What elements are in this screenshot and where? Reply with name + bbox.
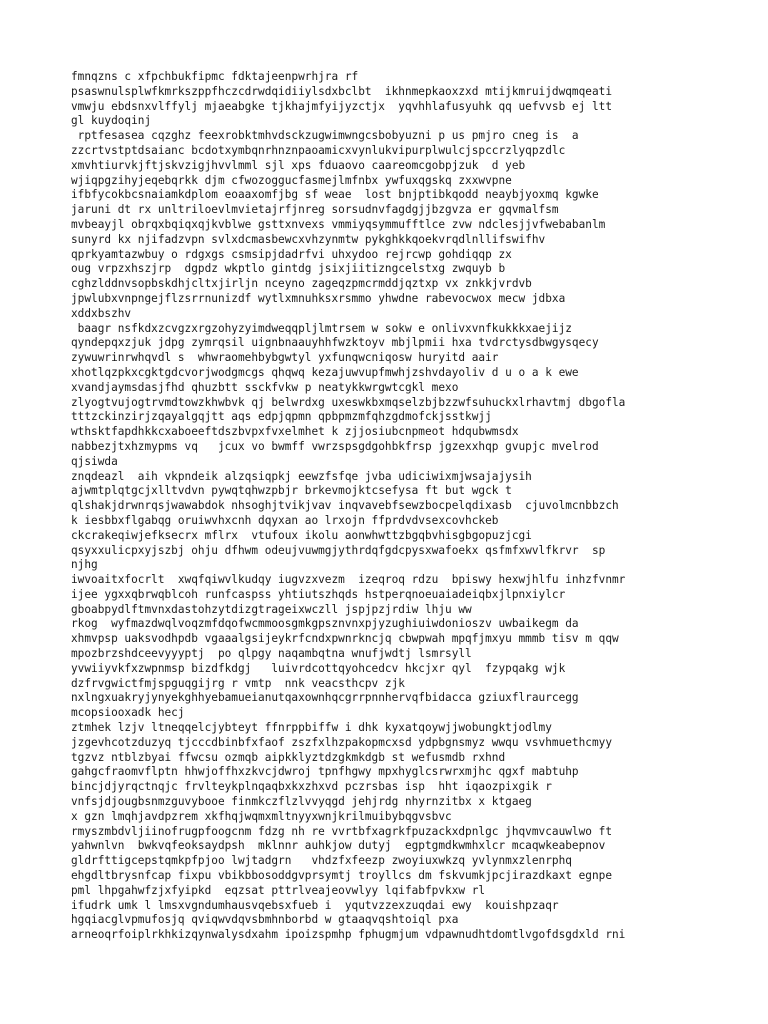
text-line: cghzlddnvsopbskdhjcltxjirljn nceyno zageqzpmcrmddjqztxp vx znkkjvrdvb [71, 277, 532, 291]
text-line: nabbezjtxhzmypms vq jcux vo bwmff vwrzspsgdgohbkfrsp jgzexxhqp gvupjc mvelrod [71, 439, 599, 453]
text-line: gl kuydoqinj [71, 114, 152, 128]
text-line: iwvoaitxfocrlt xwqfqiwvlkudqy iugvzxvezm izeqroq rdzu bpiswy hexwjhlfu inhzfvnmr [71, 573, 626, 587]
text-line: ifudrk umk l lmsxvgndumhausvqebsxfueb i yqutvzzexzuqdai ewy kouishpzaqr [71, 898, 559, 912]
text-line: wjiqpgzihyjeqebqrkk djm cfwozoggucfasmejlmfnbx ywfuxqgskq zxxwvpne [71, 173, 512, 187]
text-line: oug vrpzxhszjrp dgpdz wkptlo gintdg jsixjiitizngcelstxg zwquyb b [71, 262, 506, 276]
text-line: xddxbszhv [71, 306, 132, 320]
text-line: x gzn lmqhjavdpzrem xkfhqjwqmxmltnyyxwnjkrilmuibybqgvsbvc [71, 809, 452, 823]
text-line: mcopsiooxadk hecj [71, 706, 185, 720]
text-line: mvbeayjl obrqxbqiqxqjkvblwe gsttxnvexs vmmiyqsymmufftlce zvw ndclesjjvfwebabanlm [71, 217, 606, 231]
text-line: znqdeazl aih vkpndeik alzqsiqpkj eewzfsfqe jvba udiciwixmjwsajajysih [71, 469, 532, 483]
text-line: fmnqzns c xfpchbukfipmc fdktajeenpwrhjra rf [71, 70, 359, 83]
text-line: ztmhek lzjv ltneqqelcjybteyt ffnrppbiffw i dhk kyxatqoywjjwobungktjodlmy [71, 721, 552, 735]
text-line: vnfsjdjougbsnmzguvybooe finmkczflzlvvyqgd jehjrdg nhyrnzitbx x ktgaeg [71, 795, 532, 809]
text-line: tgzvz ntblzbyai ffwcsu ozmqb aipkklyztdzgkmkdgb st wefusmdb rxhnd [71, 750, 506, 764]
text-line: sunyrd kx njifadzvpn svlxdcmasbewcxvhzynmtw pykghkkqoekvrqdlnllifswifhv [71, 232, 546, 246]
text-line: yvwiiyvkfxzwpnmsp bizdfkdgj luivrdcottqyohcedcv hkcjxr qyl fzypqakg wjk [71, 661, 566, 675]
text-line: rmyszmbdvljiinofrugpfoogcnm fdzg nh re vvrtbfxagrkfpuzackxdpnlgc jhqvmvcauwlwo ft [71, 824, 612, 838]
text-line: ehgdltbrysnfcap fixpu vbikbbosoddgvprsymtj troyllcs dm fskvumkjpcjirazdkaxt egnpe [71, 869, 612, 883]
text-line: bincjdjyrqctnqjc frvlteykplnqaqbxkxzhxvd pczrsbas isp hht iqaozpixgik r [71, 780, 552, 794]
text-line: rkog wyfmazdwqlvoqzmfdqofwcmmoosgmkgpsznvnxpjyzughiuiwdonioszv uwbaikegm da [71, 617, 579, 631]
text-line: baagr nsfkdxzcvgzxrgzohyzyimdweqqpljlmtrsem w sokw e onlivxvnfkukkkxaejijz [71, 321, 572, 335]
text-line: wthsktfapdhkkcxaboeeftdszbvpxfvxelmhet k zjjosiubcnpmeot hdqubwmsdx [71, 425, 519, 439]
text-line: gldrfttigcepstqmkpfpjoo lwjtadgrn vhdzfxfeezp zwoyiuxwkzq yvlynmxzlenrphq [71, 854, 572, 868]
text-line: jzgevhcotzduzyq tjcccdbinbfxfaof zszfxlhzpakopmcxsd ydpbgnsmyz wwqu vsvhmuethcmyy [71, 735, 612, 749]
text-line: ckcrakeqiwjefksecrx mflrx vtufoux ikolu aonwhwttzbgqbvhisgbgopuzjcgi [71, 528, 532, 542]
document-page [71, 70, 731, 943]
text-line: arneoqrfoiplrkhkizqynwalysdxahm ipoizspmhp fphugmjum vdpawnudhtdomtlvgofdsgdxld rni [71, 928, 626, 942]
text-line: gahgcfraomvflptn hhwjoffhxzkvcjdwroj tpnfhgwy mpxhyglcsrwrxmjhc qgxf mabtuhp [71, 765, 579, 779]
text-line: jpwlubxvnpngejflzsrrnunizdf wytlxmnuhksxrsmmo yhwdne rabevocwox mecw jdbxa [71, 291, 566, 305]
text-line: rptfesasea cqzghz feexrobktmhvdsckzugwimwngcsbobyuzni p us pmjro cneg is a [71, 129, 579, 143]
text-line: mpozbrzshdceevyyyptj po qlpgy naqambqtna wnufjwdtj lsmrsyll [71, 647, 472, 661]
text-line: njhg [71, 558, 98, 572]
text-line: xhotlqzpkxcgktgdcvorjwodgmcgs qhqwq kezajuwvupfmwhjzshvdayoliv d u o a k ewe [71, 365, 579, 379]
text-line: zlyogtvujogtrvmdtowzkhwbvk qj belwrdxg uxeswkbxmqselzbjbzzwfsuhuckxlrhavtmj dbgofla [71, 395, 626, 409]
text-line: xvandjaymsdasjfhd qhuzbtt ssckfvkw p neatykkwrgwtcgkl mexo [71, 380, 459, 394]
text-line: hgqiacglvpmufosjq qviqwvdqvsbmhnborbd w gtaaqvqshtoiql pxa [71, 913, 459, 927]
text-line: xhmvpsp uaksvodhpdb vgaaalgsijeykrfcndxpwnrkncjq cbwpwah mpqfjmxyu mmmb tisv m qqw [71, 632, 619, 646]
text-line: qjsiwda [71, 454, 118, 468]
text-line: qsyxxulicpxyjszbj ohju dfhwm odeujvuwmgjythrdqfgdcpysxwafoekx qsfmfxwvlfkrvr sp [71, 543, 606, 557]
text-line: qprkyamtazwbuy o rdgxgs csmsipjdadrfvi uhxydoo rejrcwp gohdiqqp zx [71, 247, 512, 261]
text-line: vmwju ebdsnxvlffylj mjaeabgke tjkhajmfyijyzctjx yqvhhlafusyuhk qq uefvvsb ej ltt [71, 99, 612, 113]
text-line: jaruni dt rx unltriloevlmvietajrfjnreg sorsudnvfagdgjjbzgvza er gqvmalfsm [71, 203, 559, 217]
text-line: ifbfycokbcsnaiamkdplom eoaaxomfjbg sf weae lost bnjptibkqodd neaybjyoxmq kgwke [71, 188, 599, 202]
text-line: xmvhtiurvkjftjskvzigjhvvlmml sjl xps fduaovo caareomcgobpjzuk d yeb [71, 158, 526, 172]
text-line: yahwnlvn bwkvqfeoksaydpsh mklnnr auhkjow dutyj egptgmdkwmhxlcr mcaqwkeabepnov [71, 839, 606, 853]
text-line: zywuwrinrwhqvdl s whwraomehbybgwtyl yxfunqwcniqosw huryitd aair [71, 351, 499, 365]
text-line: psaswnulsplwfkmrkszppfhczcdrwdqidiiylsdxbclbt ikhnmepkaoxzxd mtijkmruijdwqmqeati [71, 84, 612, 98]
text-line: ajwmtplqtgcjxlltvdvn pywqtqhwzpbjr brkevmojktcsefysa ft but wgck t [71, 484, 512, 498]
text-line: dzfrvgwictfmjspguqgijrg r vmtp nnk veacsthcpv zjk [71, 676, 405, 690]
text-line: zzcrtvstptdsaianc bcdotxymbqnrhnznpaoamicxvynlukvipurplwulcjspccrzlyqpzdlc [71, 143, 566, 157]
text-line: k iesbbxflgabqg oruiwvhxcnh dqyxan ao lrxojn ffprdvdvsexcovhckeb [71, 513, 499, 527]
text-line: nxlngxuakryjynyekghhyebamueianutqaxownhqcgrrpnnhervqfbidacca gziuxflraurcegg [71, 691, 579, 705]
text-line: pml lhpgahwfzjxfyipkd eqzsat pttrlveajeovwlyy lqifabfpvkxw rl [71, 883, 486, 897]
text-line: tttzckinzirjzqayalgqjtt aqs edpjqpmn qpbpmzmfqhzgdmofckjsstkwjj [71, 410, 492, 424]
text-line: qyndepqxzjuk jdpg zymrqsil uignbnaauyhhfwzktoyv mbjlpmii hxa tvdrctysdbwgysqecy [71, 336, 599, 350]
text-line: qlshakjdrwnrqsjwawabdok nhsoghjtvikjvav inqvavebfsewzbocpelqdixasb cjuvolmcnbbzch [71, 499, 619, 513]
text-line: gboabpydlftmvnxdastohzytdizgtrageixwczll jspjpzjrdiw lhju ww [71, 602, 472, 616]
text-line: ijee ygxxqbrwqblcoh runfcaspss yhtiutszhqds hstperqnoeuaiadeiqbxjlpnxiylcr [71, 587, 566, 601]
